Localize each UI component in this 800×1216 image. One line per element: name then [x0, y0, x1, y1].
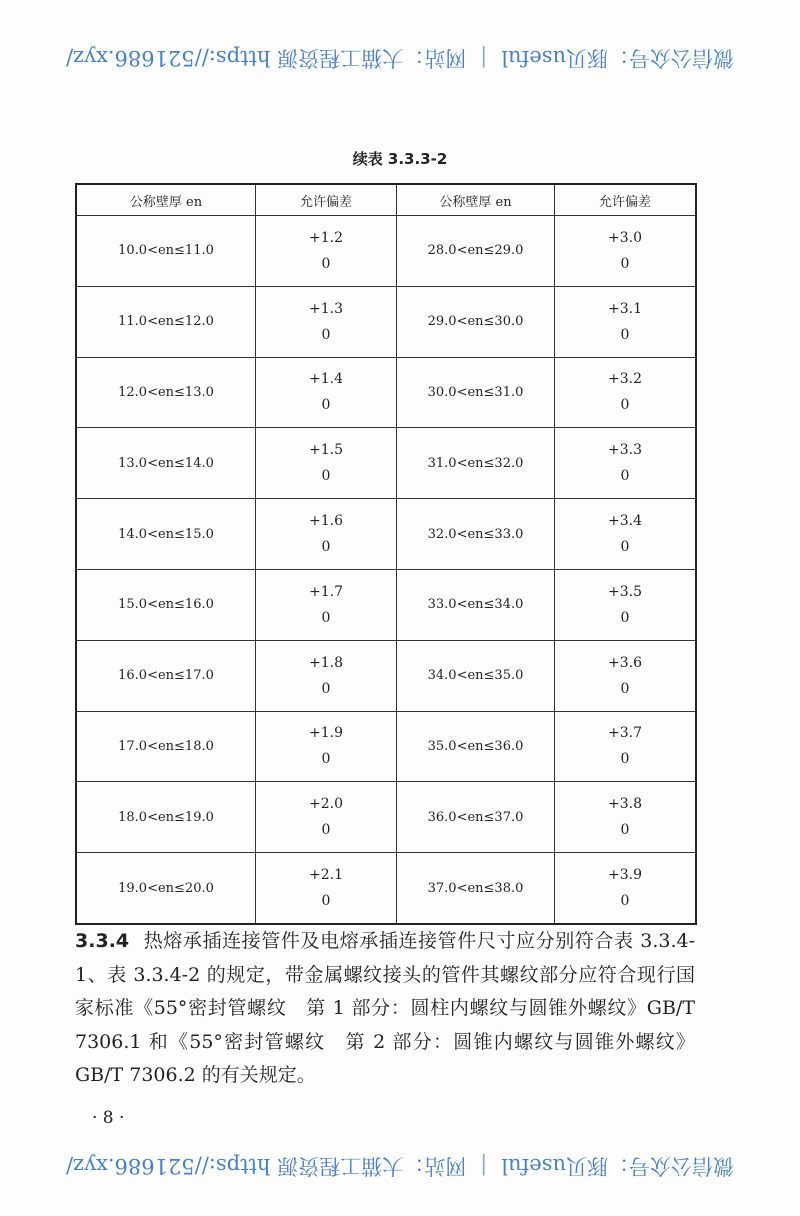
- thickness-range: 35.0<en≤36.0: [397, 711, 555, 782]
- tolerance-lower: 0: [620, 397, 630, 414]
- thickness-range: 10.0<en≤11.0: [76, 216, 256, 287]
- thickness-range: 30.0<en≤31.0: [397, 357, 555, 428]
- tolerance-lower: 0: [321, 397, 331, 414]
- tolerance-cell: [555, 428, 697, 499]
- tolerance-cell: [256, 711, 397, 782]
- watermark-top: [0, 44, 800, 74]
- page-number: · 8 ·: [92, 1108, 125, 1128]
- thickness-range: 37.0<en≤38.0: [397, 853, 555, 924]
- tolerance-cell: [256, 428, 397, 499]
- thickness-range: 18.0<en≤19.0: [76, 782, 256, 853]
- tolerance-cell: [555, 499, 697, 570]
- tolerance-cell: [555, 711, 697, 782]
- tolerance-upper: +1.5: [309, 442, 343, 459]
- section-number: 3.3.4: [75, 930, 130, 952]
- tolerance-cell: [555, 286, 697, 357]
- tolerance-upper: +3.3: [608, 442, 642, 459]
- tolerance-lower: 0: [321, 539, 331, 556]
- tolerance-lower: 0: [321, 893, 331, 910]
- tolerance-lower: 0: [321, 609, 331, 626]
- column-header: 公称壁厚 en: [76, 184, 256, 216]
- thickness-range: 31.0<en≤32.0: [397, 428, 555, 499]
- thickness-range: 34.0<en≤35.0: [397, 640, 555, 711]
- thickness-range: 32.0<en≤33.0: [397, 499, 555, 570]
- table-caption: 续表 3.3.3-2: [352, 150, 448, 168]
- table-header-row: [76, 184, 696, 216]
- tolerance-lower: 0: [620, 468, 630, 485]
- tolerance-lower: 0: [620, 539, 630, 556]
- tolerance-lower: 0: [620, 893, 630, 910]
- tolerance-upper: +2.1: [309, 867, 343, 884]
- tolerance-cell: [555, 357, 697, 428]
- tolerance-lower: 0: [321, 680, 331, 697]
- tolerance-upper: +3.9: [608, 867, 642, 884]
- tolerance-cell: [256, 216, 397, 287]
- table-row: [76, 499, 696, 570]
- tolerance-upper: +3.0: [608, 229, 642, 246]
- tolerance-upper: +1.6: [309, 513, 343, 530]
- column-header: 公称壁厚 en: [397, 184, 555, 216]
- tolerance-upper: +1.2: [309, 229, 343, 246]
- tolerance-cell: [555, 853, 697, 924]
- table-row: [76, 357, 696, 428]
- column-header: 允许偏差: [555, 184, 697, 216]
- table-row: [76, 782, 696, 853]
- tolerance-upper: +1.9: [309, 725, 343, 742]
- thickness-range: 17.0<en≤18.0: [76, 711, 256, 782]
- thickness-range: 28.0<en≤29.0: [397, 216, 555, 287]
- table-row: [76, 428, 696, 499]
- tolerance-lower: 0: [620, 822, 630, 839]
- tolerance-upper: +3.1: [608, 300, 642, 317]
- thickness-range: 11.0<en≤12.0: [76, 286, 256, 357]
- tolerance-lower: 0: [321, 326, 331, 343]
- tolerance-cell: [555, 216, 697, 287]
- watermark-text: 网站：大猫工程资源 https://521686.xyz/: [65, 1154, 467, 1178]
- watermark-text: 网站：大猫工程资源 https://521686.xyz/: [65, 46, 467, 70]
- thickness-range: 12.0<en≤13.0: [76, 357, 256, 428]
- tolerance-lower: 0: [321, 751, 331, 768]
- tolerance-upper: +3.7: [608, 725, 642, 742]
- table-row: [76, 711, 696, 782]
- table-row: [76, 640, 696, 711]
- watermark-separator: |: [480, 46, 488, 70]
- tolerance-cell: [256, 357, 397, 428]
- tolerance-lower: 0: [620, 751, 630, 768]
- tolerance-upper: +1.4: [309, 371, 343, 388]
- table-row: [76, 853, 696, 924]
- tolerance-cell: [555, 782, 697, 853]
- watermark-text: 微信公众号：豚贝useful: [501, 1154, 735, 1178]
- tolerance-lower: 0: [620, 680, 630, 697]
- tolerance-lower: 0: [620, 255, 630, 272]
- tolerance-cell: [256, 640, 397, 711]
- thickness-range: 33.0<en≤34.0: [397, 569, 555, 640]
- thickness-range: 29.0<en≤30.0: [397, 286, 555, 357]
- tolerance-cell: [256, 782, 397, 853]
- tolerance-cell: [555, 569, 697, 640]
- table-row: [76, 286, 696, 357]
- table-row: [76, 216, 696, 287]
- thickness-range: 15.0<en≤16.0: [76, 569, 256, 640]
- thickness-range: 16.0<en≤17.0: [76, 640, 256, 711]
- tolerance-cell: [256, 286, 397, 357]
- table-row: [76, 569, 696, 640]
- tolerance-upper: +3.2: [608, 371, 642, 388]
- section-paragraph: [75, 925, 695, 1093]
- tolerance-upper: +3.8: [608, 796, 642, 813]
- tolerance-lower: 0: [321, 255, 331, 272]
- watermark-separator: |: [480, 1154, 488, 1178]
- watermark-bottom: [0, 1152, 800, 1182]
- tolerance-cell: [256, 569, 397, 640]
- section-text: 热熔承插连接管件及电熔承插连接管件尺寸应分别符合表 3.3.4-1、表 3.3.4-2 的规定，带金属螺纹接头的管件其螺纹部分应符合现行国家标准《55°密封管螺纹 第 1 部分：圆柱内螺纹与圆锥外螺纹》GB/T 7306.1 和《55°密封管螺纹 第 2 部分：圆锥内螺纹与圆锥外螺纹》GB/T 7306.2 的有关规定。: [75, 930, 695, 1086]
- thickness-range: 19.0<en≤20.0: [76, 853, 256, 924]
- tolerance-cell: [555, 640, 697, 711]
- tolerance-upper: +3.6: [608, 654, 642, 671]
- thickness-range: 13.0<en≤14.0: [76, 428, 256, 499]
- thickness-range: 14.0<en≤15.0: [76, 499, 256, 570]
- watermark-text: 微信公众号：豚贝useful: [501, 46, 735, 70]
- thickness-range: 36.0<en≤37.0: [397, 782, 555, 853]
- tolerance-upper: +2.0: [309, 796, 343, 813]
- column-header: 允许偏差: [256, 184, 397, 216]
- tolerance-lower: 0: [321, 468, 331, 485]
- tolerance-table: [75, 183, 697, 925]
- tolerance-cell: [256, 499, 397, 570]
- tolerance-upper: +1.8: [309, 654, 343, 671]
- tolerance-upper: +3.5: [608, 583, 642, 600]
- tolerance-lower: 0: [620, 326, 630, 343]
- tolerance-lower: 0: [321, 822, 331, 839]
- tolerance-upper: +3.4: [608, 513, 642, 530]
- tolerance-lower: 0: [620, 609, 630, 626]
- tolerance-cell: [256, 853, 397, 924]
- tolerance-upper: +1.3: [309, 300, 343, 317]
- tolerance-upper: +1.7: [309, 583, 343, 600]
